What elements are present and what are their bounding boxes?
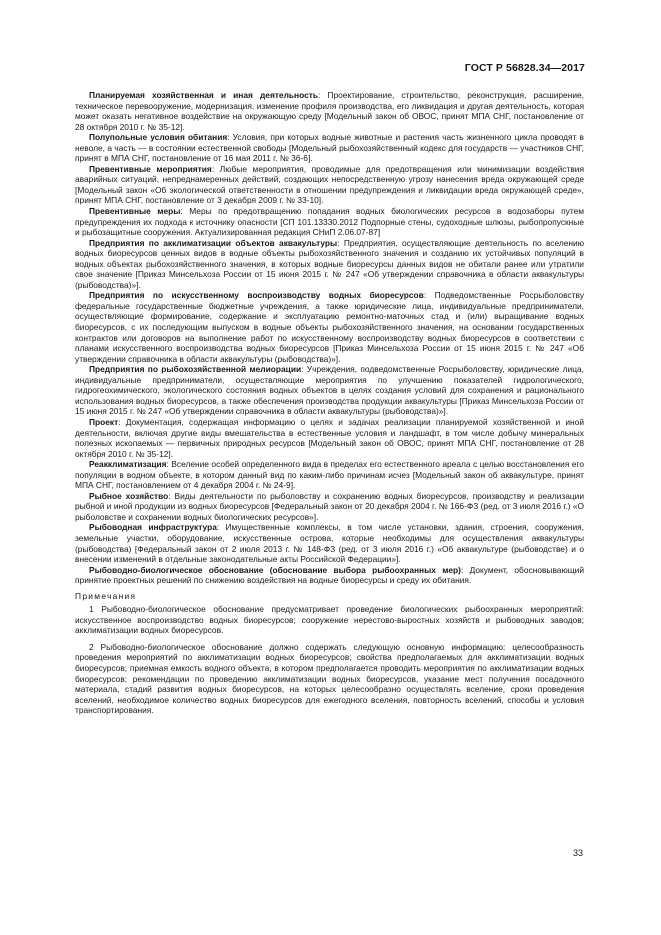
term-entry xyxy=(75,364,584,417)
term-entry xyxy=(75,290,584,364)
term-entry xyxy=(75,491,584,523)
term-definition: : Вселение особей определенного вида в пределах его естественного ареала с целью восстановления его популяции в водном объекте, в котором данный вид по каким-либо причинам исчез [Модельный закон об аквакультуре, принят МПА СНГ, постановлением от 4 декабря 2004 г. № 24-9]. xyxy=(75,459,584,491)
term-name: Проект xyxy=(89,416,119,427)
term-name: Планируемая хозяйственная и иная деятельность xyxy=(89,90,319,100)
term-definition: : Проектирование, строительство, реконструкция, расширение, техническое перевооружение, модернизация, изменение профиля производства, его ликвидация и другая деятельность, которая может оказать негативное воздействие на окружающую среду [Модельный закон об ОВОС, принят МПА СНГ, постановление от 28 октября 2010 г. № 35-12]. xyxy=(75,90,584,132)
term-definition: : Учреждения, подведомственные Росрыболовству, юридические лица, индивидуальные предприниматели, осуществляющие мероприятия по улучшению показателей гидрологического, гидрогеохимического, экологического состояния водных объектов в целях создания условий для сохранения и рационального использования водных биоресурсов, а также обеспечения производства продукции аквакультуры [Приказ Минсельхоза России от 15 июня 2015 г. № 247 «Об утверждении справочника в области аквакультуры (рыбоводства)»]. xyxy=(75,364,585,417)
term-name: Реакклиматизация xyxy=(89,459,167,470)
term-name: Превентивные меры xyxy=(89,206,181,217)
term-entry xyxy=(75,238,584,291)
term-name: Рыбоводная инфраструктура xyxy=(89,522,217,533)
term-definition: : Документ, обосновывающий принятие проектных решений по снижению воздействия на водные биоресурсы и среду их обитания. xyxy=(75,564,584,586)
term-definition: : Условия, при которых водные животные и растения часть жизненного цикла проводят в неволе, а часть — в состоянии естественной свободы [Модельный рыбохозяйственный кодекс для государств — участников СНГ, принят в МПА СНГ, постановление от 16 мая 2011 г. № 36-6]. xyxy=(75,132,584,164)
term-name: Предприятия по акклиматизации объектов аквакультуры xyxy=(89,237,338,248)
term-entry xyxy=(75,132,584,164)
term-name: Полупольные условия обитания xyxy=(89,132,228,143)
term-definition: : Меры по предотвращению попадания водных биологических ресурсов в водозаборы путем предупреждения их подхода к источнику опасности [СП 101.13330.2012 Подпорные стены, судоходные шлюзы, рыбопропускные и рыбозащитные сооружения. Актуализированная редакция СНиП 2.06.07-87] xyxy=(75,206,584,238)
term-definition: : Подведомственные Росрыболовству федеральные государственные бюджетные учреждения, а также юридические лица, индивидуальные предприниматели, осуществляющие формирование, содержание и эксплуатацию ремонтно-маточных стад и (или) выращивание водных биоресурсов, с их последующим выпуском в водные объекты рыбохозяйственного значения, на основании государственных контрактов или договоров на выполнение работ по искусственному воспроизводству водных биоресурсов в соответствии с планами искусственного воспроизводства водных биоресурсов [Приказ Минсельхоза России от 15 июня 2015 г. № 247 «Об утверждении справочника в области аквакультуры (рыбоводства)»]. xyxy=(75,290,585,364)
note-item: 2 Рыбоводно-биологическое обоснование должно содержать следующую основную информацию: целесообразность проведения мероприятий по акклиматизации водных биоресурсов; свойства предполагаемых для акклиматизации водных биоресурсов; приемная емкость водного объекта, в котором предполагается проводить мероприятия по акклиматизации водных биоресурсов; рекомендации по проведению акклиматизации водных биоресурсов, указание мест получения посадочного материала, стадий развития водных биоресурсов, на которых целесообразно осуществлять вселение, сроки проведения вселений, необходимое количество водных биоресурсов для ежегодного вселения, повторность вселений, способы и условия транспортирования. xyxy=(75,641,584,716)
term-entry xyxy=(75,565,584,586)
term-entry xyxy=(75,164,584,206)
term-name: Рыбное хозяйство xyxy=(89,490,169,501)
notes-heading: Примечания xyxy=(75,590,137,601)
term-definition: : Документация, содержащая информацию о целях и задачах реализации планируемой хозяйственной и иной деятельности, включая другие виды вмешательства в естественные условия и ландшафт, в том числе добычу минеральных полезных ископаемых — первичных природных ресурсов [Модельный закон об ОВОС, принят МПА СНГ, постановление от 28 октября 2010 г. № 35-12]. xyxy=(75,416,584,459)
document-body xyxy=(75,90,584,722)
term-name: Предприятия по рыбохозяйственной мелиорации xyxy=(89,364,302,375)
term-definition: : Предприятия, осуществляющие деятельность по вселению водных биоресурсов ценных видов в водные объекты рыбохозяйственного значения и созданию их устойчивых популяций в водных объектах рыбохозяйственного значения, в которых водные биоресурсы данных видов не обитали ранее или утратили свое значение [Приказ Минсельхоза России от 15 июня 2015 г. № 247 «Об утверждении справочника в области аквакультуры (рыбоводства)»]. xyxy=(75,237,585,290)
term-entry xyxy=(75,522,584,564)
document-header: ГОСТ Р 56828.34—2017 xyxy=(464,62,585,74)
term-entry xyxy=(75,417,584,459)
note-item: 1 Рыбоводно-биологическое обоснование предусматривает проведение биологических рыбоохранных мероприятий: искусственное воспроизводство водных биоресурсов; сооружение нерестово-выростных хозяйств и рыбоводных заводов; акклиматизации водных биоресурсов. xyxy=(75,604,584,636)
term-definition: : Имущественные комплексы, в том числе установки, здания, строения, сооружения, земельные участки, оборудование, искусственные острова, которые необходимы для осуществления аквакультуры (рыбоводства) [Федеральный закон от 2 июля 2013 г. № 148-ФЗ (ред. от 3 июля 2016 г.) «Об аквакультуре (рыбоводстве) и о внесении изменений в отдельные законодательные акты Российской Федерации»]. xyxy=(75,522,584,565)
term-entry xyxy=(75,90,584,132)
term-entry xyxy=(75,206,584,238)
term-name: Предприятия по искусственному воспроизводству водных биоресурсов xyxy=(89,290,424,301)
term-name: Превентивные мероприятия xyxy=(89,163,212,174)
term-entry xyxy=(75,459,584,491)
term-name: Рыбоводно-биологическое обоснование (обоснование выбора рыбоохранных мер) xyxy=(89,564,461,575)
term-definition: : Виды деятельности по рыболовству и сохранению водных биоресурсов, производству и реализации рыбной и иной продукции из водных биоресурсов [Федеральный закон от 20 декабря 2004 г. № 166-ФЗ (ред. от 3 июля 2016 г.) «О рыболовстве и сохранении водных биологических ресурсов»]. xyxy=(75,490,585,522)
page-number: 33 xyxy=(572,848,583,858)
term-definition: : Любые мероприятия, проводимые для предотвращения или минимизации воздействия аварийных ситуаций, непреднамеренных действий, создающих непосредственную угрозу нанесения вреда окружающей среде [Модельный закон «Об экологической ответственности в отношении предупреждения и ликвидации вреда окружающей среде», принят МПА СНГ, постановление от 3 декабря 2009 г. № 33-10]. xyxy=(75,163,584,206)
